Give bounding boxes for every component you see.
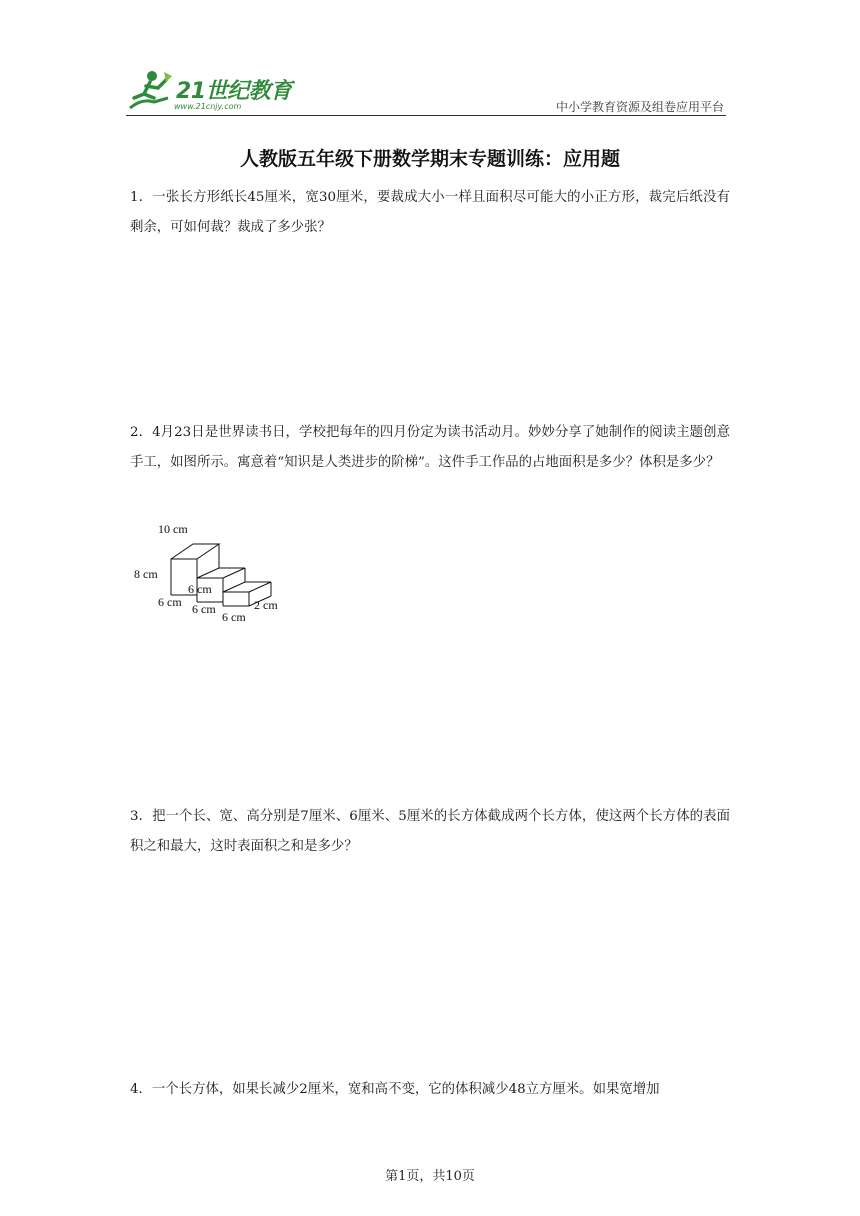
question-1: 1．一张长方形纸长45厘米，宽30厘米，要裁成大小一样且面积尽可能大的小正方形，裁完后纸没有剩余，可如何裁？裁成了多少张？ bbox=[130, 190, 730, 235]
page-header bbox=[120, 66, 726, 118]
header-divider bbox=[126, 115, 726, 116]
staircase-figure bbox=[130, 516, 310, 628]
label-top-depth: 10 cm bbox=[158, 522, 188, 536]
question-4: 4．一个长方体，如果长减少2厘米，宽和高不变，它的体积减少48立方厘米。如果宽增加 bbox=[130, 1082, 660, 1097]
logo-url: www.21cnjy.com bbox=[174, 102, 242, 111]
label-height: 8 cm bbox=[134, 567, 158, 581]
staircase-diagram bbox=[130, 516, 310, 628]
platform-name: 中小学教育资源及组卷应用平台 bbox=[555, 100, 724, 114]
page-footer: 第1页，共10页 bbox=[385, 1169, 475, 1184]
logo-text: 21世纪教育 bbox=[176, 79, 292, 104]
runner-logo-icon bbox=[124, 68, 176, 116]
page-title: 人教版五年级下册数学期末专题训练：应用题 bbox=[239, 148, 620, 170]
label-base-3: 6 cm bbox=[222, 610, 246, 624]
logo bbox=[124, 68, 294, 116]
question-2: 2．4月23日是世界读书日，学校把每年的四月份定为读书活动月。妙妙分享了她制作的阅读主题创意手工，如图所示。寓意着“知识是人类进步的阶梯”。这件手工作品的占地面积是多少？体积是多少？ bbox=[130, 425, 730, 470]
question-3: 3．把一个长、宽、高分别是7厘米、6厘米、5厘米的长方体截成两个长方体，使这两个长方体的表面积之和最大，这时表面积之和是多少？ bbox=[130, 809, 730, 854]
label-base-2: 6 cm bbox=[192, 602, 216, 616]
label-last-step: 2 cm bbox=[254, 598, 278, 612]
label-step-height: 6 cm bbox=[188, 582, 212, 596]
label-base-1: 6 cm bbox=[158, 595, 182, 609]
